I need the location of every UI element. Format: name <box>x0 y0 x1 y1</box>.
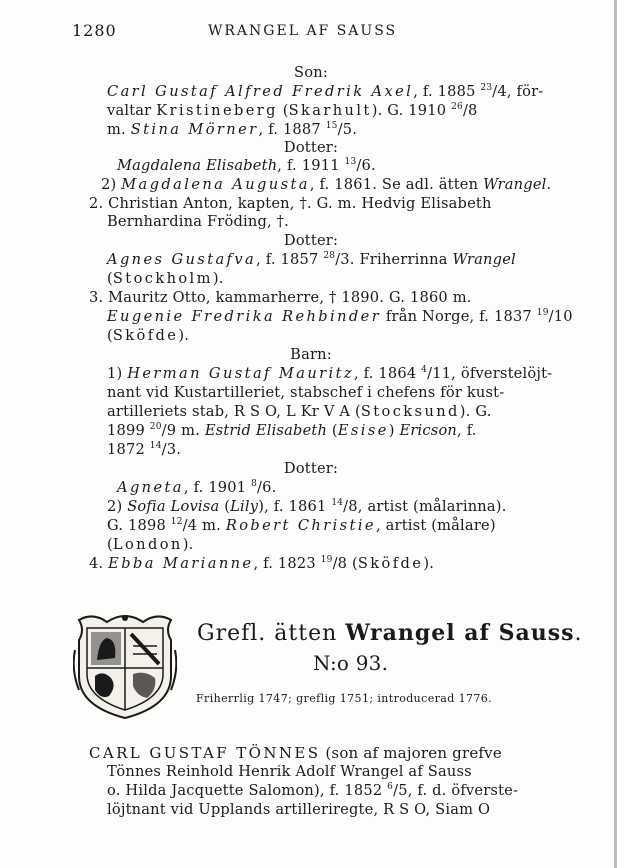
text-line: G. 1898 $^{12}$/4 m. Robert Christie, artist (målare) <box>107 517 496 534</box>
text-line: 2. Christian Anton, kapten, †. G. m. Hedvig Elisabeth <box>89 195 492 212</box>
family-dates: Friherrlig 1747; greflig 1751; introducerad 1776. <box>196 692 493 705</box>
text-line: (Stockholm). <box>107 270 224 287</box>
text-line: Agnes Gustafva, f. 1857 $^{28}$/3. Friherrinna Wrangel <box>107 251 516 268</box>
family-number: N:o 93. <box>313 651 389 675</box>
text-line: 3. Mauritz Otto, kammarherre, † 1890. G. 1860 m. <box>89 289 472 306</box>
text-line: löjtnant vid Upplands artilleriregte, R S O, Siam O <box>107 801 491 818</box>
text-line: Tönnes Reinhold Henrik Adolf Wrangel af Sauss <box>107 763 472 780</box>
heading-son: Son: <box>294 64 328 81</box>
text-line: CARL GUSTAF TÖNNES (son af majoren grefve <box>89 744 502 762</box>
coat-of-arms-icon <box>73 610 177 720</box>
text-line: 2) Magdalena Augusta, f. 1861. Se adl. ätten Wrangel. <box>101 176 552 193</box>
text-line: nant vid Kustartilleriet, stabschef i chefens för kust- <box>107 384 505 401</box>
text-line: Magdalena Elisabeth, f. 1911 $^{13}$/6. <box>117 157 376 174</box>
running-head: WRANGEL AF SAUSS <box>208 23 398 39</box>
text-line: (London). <box>107 536 194 553</box>
heading-dotter: Dotter: <box>283 460 339 477</box>
text-line: Eugenie Fredrika Rehbinder från Norge, f. 1837 $^{19}$/10 <box>107 308 573 325</box>
text-line: o. Hilda Jacquette Salomon), f. 1852 $^6$/5, f. d. öfverste- <box>107 782 519 799</box>
text-line: Bernhardina Fröding, †. <box>107 213 290 230</box>
scan-edge <box>614 0 617 868</box>
text-line: 1872 $^{14}$/3. <box>107 441 182 458</box>
text-line: 4. Ebba Marianne, f. 1823 $^{19}$/8 (Sköfde). <box>89 555 435 572</box>
text-line: 1) Herman Gustaf Mauritz, f. 1864 $^4$/11, öfverstelöjt- <box>107 365 553 382</box>
text-line: valtar Kristineberg (Skarhult). G. 1910 $^{26}$/8 <box>107 102 478 119</box>
heading-dotter: Dotter: <box>283 139 339 156</box>
family-title: Grefl. ätten Wrangel af Sauss. <box>197 620 583 646</box>
text-line: Carl Gustaf Alfred Fredrik Axel, f. 1885 $^{23}$/4, för- <box>107 83 544 100</box>
text-line: 2) Sofia Lovisa (Lily), f. 1861 $^{14}$/8, artist (målarinna). <box>107 498 507 515</box>
text-line: (Sköfde). <box>107 327 190 344</box>
heading-dotter: Dotter: <box>283 232 339 249</box>
text-line: Agneta, f. 1901 $^8$/6. <box>117 479 277 496</box>
text-line: m. Stina Mörner, f. 1887 $^{15}$/5. <box>107 121 358 138</box>
text-line: artilleriets stab, R S O, L Kr V A (Stocksund). G. <box>107 403 492 420</box>
text-line: 1899 $^{20}$/9 m. Estrid Elisabeth (Esise) Ericson, f. <box>107 422 477 439</box>
heading-barn: Barn: <box>290 346 332 363</box>
page-number: 1280 <box>72 21 117 40</box>
